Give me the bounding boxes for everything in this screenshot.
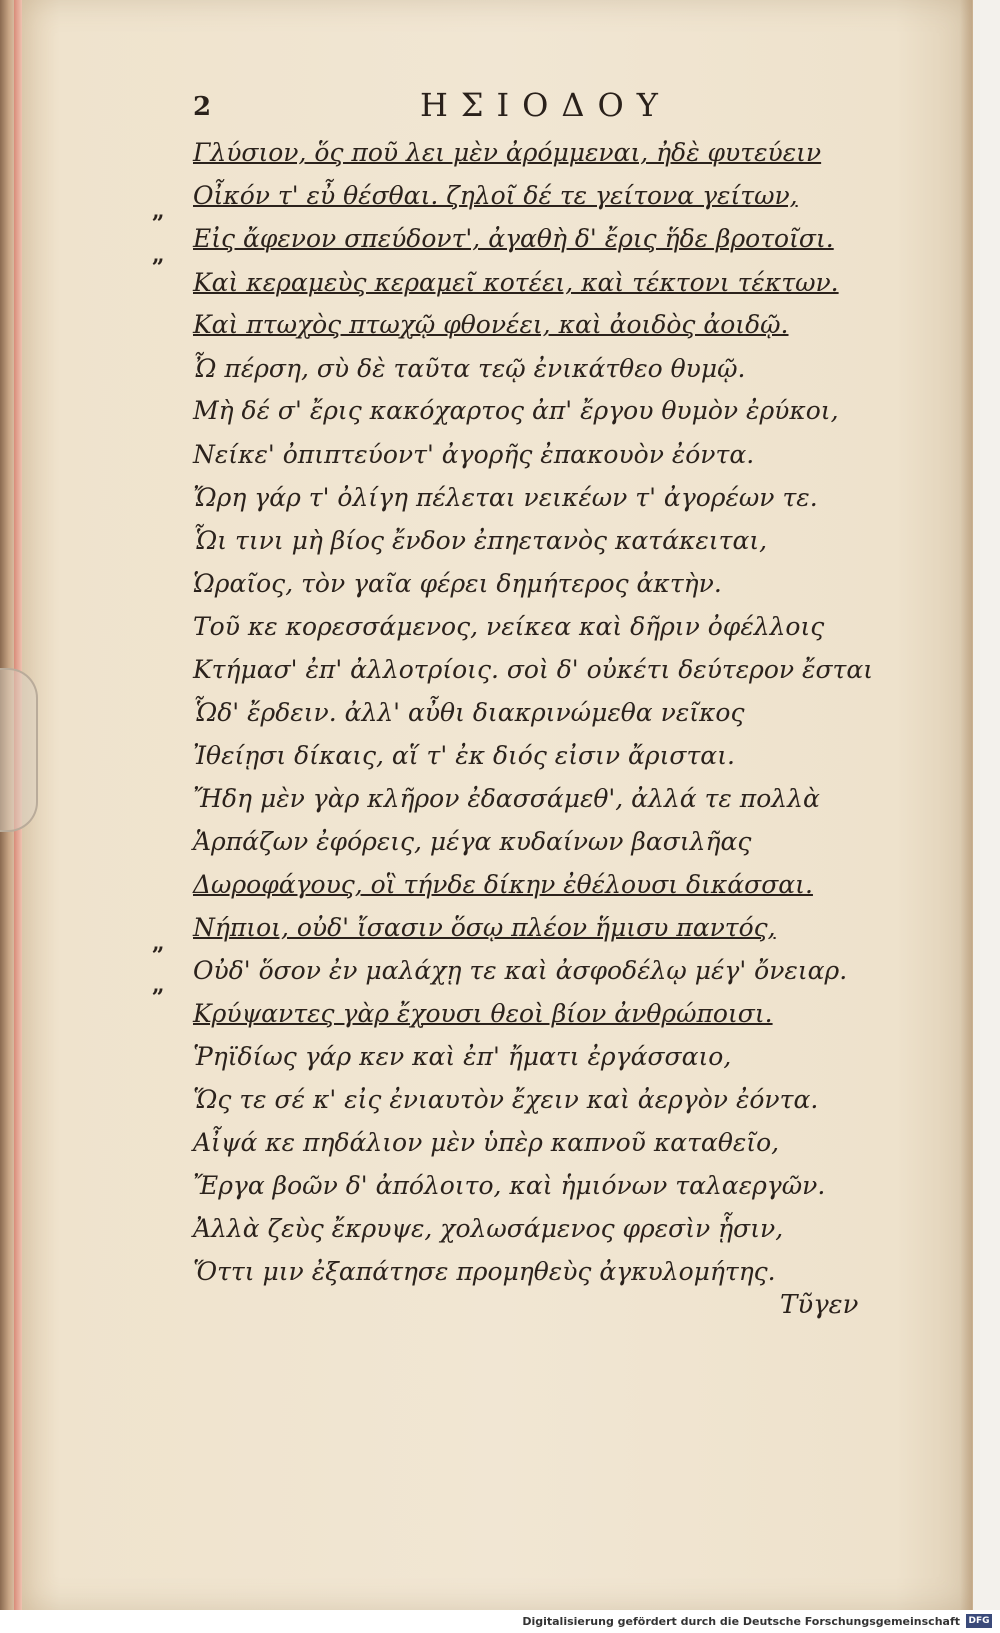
verse-line: Κρύψαντες γὰρ ἔχουσι θεοὶ βίον ἀνθρώποισι.	[193, 999, 773, 1028]
verse-line: Ἔργα βοῶν δ' ἀπόλοιτο, καὶ ἡμιόνων ταλαεργῶν.	[193, 1171, 826, 1200]
dfg-logo: DFG	[966, 1614, 992, 1628]
verse-line: Οὐδ' ὅσον ἐν μαλάχῃ τε καὶ ἀσφοδέλῳ μέγ' ὄνειαρ.	[193, 956, 848, 985]
verse-line: Καὶ κεραμεὺς κεραμεῖ κοτέει, καὶ τέκτονι τέκτων.	[193, 268, 839, 297]
verse-line: Καὶ πτωχὸς πτωχῷ φθονέει, καὶ ἀοιδὸς ἀοιδῷ.	[193, 310, 789, 339]
verse-line: Ἰθείῃσι δίκαις, αἵ τ' ἐκ διός εἰσιν ἄρισται.	[193, 741, 735, 770]
catchword: Τῦγεν	[780, 1290, 859, 1320]
page-number: 2	[193, 92, 212, 122]
verse-line: Ῥηϊδίως γάρ κεν καὶ ἐπ' ἤματι ἐργάσσαιο,	[193, 1042, 732, 1071]
verse-line: Αἶψά κε πηδάλιον μὲν ὑπὲρ καπνοῦ καταθεῖο,	[193, 1128, 780, 1157]
verse-line: Ὤρη γάρ τ' ὀλίγη πέλεται νεικέων τ' ἀγορέων τε.	[193, 483, 818, 512]
margin-mark: „	[152, 198, 165, 224]
margin-mark: „	[152, 930, 165, 956]
verse-line: Νήπιοι, οὐδ' ἴσασιν ὅσῳ πλέον ἥμισυ παντός,	[193, 913, 776, 942]
verse-line: Νείκε' ὀπιπτεύοντ' ἀγορῆς ἐπακουὸν ἐόντα.	[193, 440, 755, 469]
verse-line: Εἰς ἄφενον σπεύδοντ', ἀγαθὴ δ' ἔρις ἥδε βροτοῖσι.	[193, 224, 834, 253]
margin-mark: „	[152, 242, 165, 268]
verse-line: Ἁρπάζων ἐφόρεις, μέγα κυδαίνων βασιλῆας	[193, 827, 752, 856]
verse-line: Γλύσιον, ὅς ποῦ λει μὲν ἀρόμμεναι, ἠδὲ φυτεύειν	[193, 138, 822, 167]
verse-line: Μὴ δέ σ' ἔρις κακόχαρτος ἀπ' ἔργου θυμὸν ἐρύκοι,	[193, 396, 839, 425]
verse-line: Τοῦ κε κορεσσάμενος, νείκεα καὶ δῆριν ὀφέλλοις	[193, 612, 825, 641]
running-head: ΗΣΙΟΔΟΥ	[420, 86, 671, 124]
page-gutter-shadow	[960, 0, 972, 1610]
verse-line: Οἶκόν τ' εὖ θέσθαι. ζηλοῖ δέ τε γείτονα γείτων,	[193, 181, 798, 210]
verse-line: Ἀλλὰ ζεὺς ἔκρυψε, χολωσάμενος φρεσὶν ᾗσιν,	[193, 1214, 784, 1243]
footer-credit: Digitalisierung gefördert durch die Deutsche Forschungsgemeinschaft	[522, 1615, 960, 1628]
verse-line: Κτήμασ' ἐπ' ἀλλοτρίοις. σοὶ δ' οὐκέτι δεύτερον ἔσται	[193, 655, 874, 684]
verse-line: Ὅττι μιν ἐξαπάτησε προμηθεὺς ἀγκυλομήτης.	[193, 1257, 776, 1286]
page-clip	[0, 668, 38, 832]
verse-line: Δωροφάγους, οἳ τήνδε δίκην ἐθέλουσι δικάσσαι.	[193, 870, 813, 899]
margin-mark: „	[152, 972, 165, 998]
verse-line: Ἤδη μὲν γὰρ κλῆρον ἐδασσάμεθ', ἀλλά τε πολλὰ	[193, 784, 820, 813]
verse-line: Ὦ πέρση, σὺ δὲ ταῦτα τεῷ ἐνικάτθεο θυμῷ.	[193, 354, 746, 383]
verse-line: Ὧι τινι μὴ βίος ἔνδον ἐπηετανὸς κατάκειται,	[193, 526, 768, 555]
verse-line: Ὧδ' ἔρδειν. ἀλλ' αὖθι διακρινώμεθα νεῖκος	[193, 698, 745, 727]
verse-line: Ὡραῖος, τὸν γαῖα φέρει δημήτερος ἀκτὴν.	[193, 569, 722, 598]
verse-line: Ὥς τε σέ κ' εἰς ἐνιαυτὸν ἔχειν καὶ ἀεργὸν ἐόντα.	[193, 1085, 819, 1114]
